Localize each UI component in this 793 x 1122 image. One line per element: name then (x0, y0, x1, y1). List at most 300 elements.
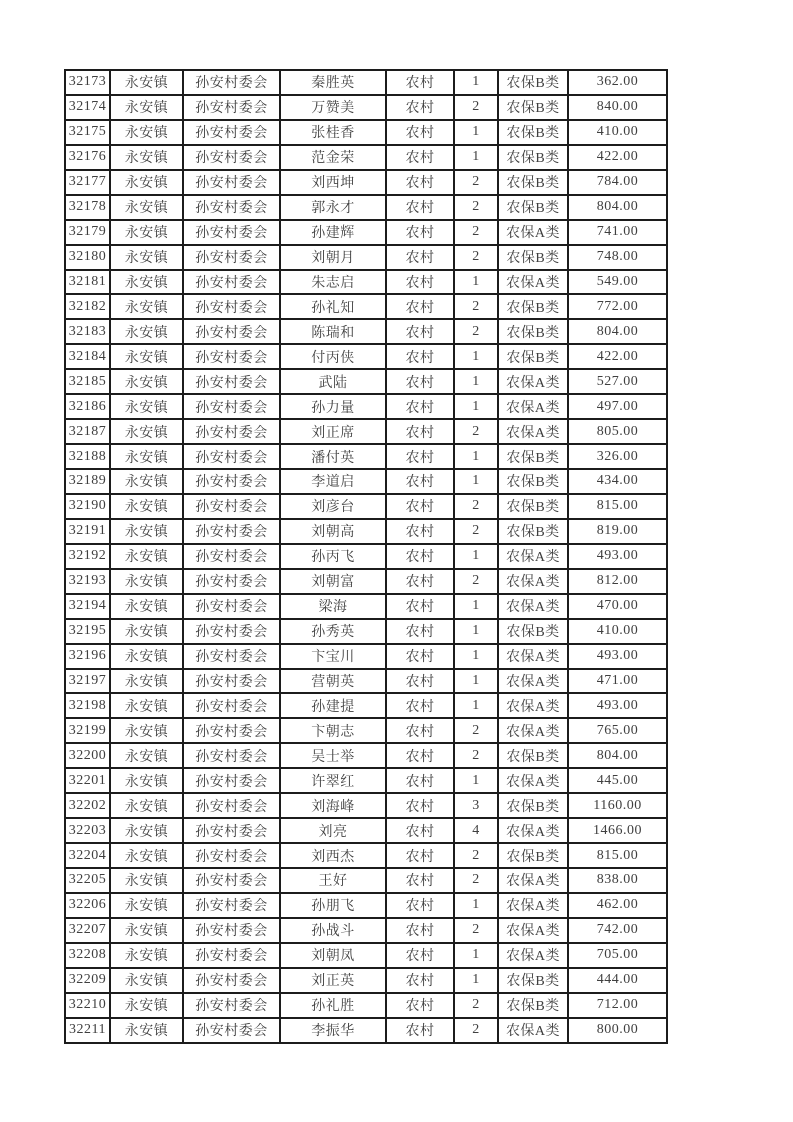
town-cell: 永安镇 (110, 843, 183, 868)
insurance-category-cell: 农保B类 (498, 843, 568, 868)
person-count-cell: 2 (454, 319, 498, 344)
table-row (65, 1018, 667, 1043)
town-cell: 永安镇 (110, 594, 183, 619)
person-count-cell: 2 (454, 1018, 498, 1043)
person-count-cell: 1 (454, 619, 498, 644)
insurance-category-cell: 农保B类 (498, 245, 568, 270)
person-count-cell: 1 (454, 644, 498, 669)
person-count-cell: 2 (454, 170, 498, 195)
village-committee-cell: 孙安村委会 (183, 968, 280, 993)
insurance-category-cell: 农保B类 (498, 294, 568, 319)
person-count-cell: 2 (454, 569, 498, 594)
table-row (65, 693, 667, 718)
residence-type-cell: 农村 (386, 120, 454, 145)
person-count-cell: 1 (454, 145, 498, 170)
town-cell: 永安镇 (110, 70, 183, 95)
person-name-cell: 孙建辉 (280, 220, 386, 245)
person-name-cell: 卞朝志 (280, 718, 386, 743)
amount-cell: 741.00 (568, 220, 667, 245)
serial-number-cell: 32195 (65, 619, 110, 644)
table-row (65, 893, 667, 918)
village-committee-cell: 孙安村委会 (183, 669, 280, 694)
residence-type-cell: 农村 (386, 768, 454, 793)
person-count-cell: 2 (454, 95, 498, 120)
village-committee-cell: 孙安村委会 (183, 793, 280, 818)
insurance-category-cell: 农保B类 (498, 619, 568, 644)
village-committee-cell: 孙安村委会 (183, 394, 280, 419)
table-row (65, 469, 667, 494)
amount-cell: 840.00 (568, 95, 667, 120)
insurance-category-cell: 农保A类 (498, 369, 568, 394)
person-count-cell: 2 (454, 245, 498, 270)
residence-type-cell: 农村 (386, 294, 454, 319)
town-cell: 永安镇 (110, 644, 183, 669)
person-name-cell: 刘朝月 (280, 245, 386, 270)
residence-type-cell: 农村 (386, 569, 454, 594)
serial-number-cell: 32201 (65, 768, 110, 793)
amount-cell: 410.00 (568, 120, 667, 145)
amount-cell: 362.00 (568, 70, 667, 95)
person-count-cell: 2 (454, 743, 498, 768)
table-row (65, 319, 667, 344)
town-cell: 永安镇 (110, 319, 183, 344)
insurance-category-cell: 农保B类 (498, 120, 568, 145)
serial-number-cell: 32176 (65, 145, 110, 170)
insurance-category-cell: 农保B类 (498, 519, 568, 544)
person-name-cell: 王好 (280, 868, 386, 893)
person-name-cell: 孙礼知 (280, 294, 386, 319)
amount-cell: 804.00 (568, 319, 667, 344)
person-name-cell: 陈瑞和 (280, 319, 386, 344)
serial-number-cell: 32210 (65, 993, 110, 1018)
village-committee-cell: 孙安村委会 (183, 918, 280, 943)
table-row (65, 494, 667, 519)
village-committee-cell: 孙安村委会 (183, 195, 280, 220)
town-cell: 永安镇 (110, 419, 183, 444)
village-committee-cell: 孙安村委会 (183, 494, 280, 519)
serial-number-cell: 32188 (65, 444, 110, 469)
residence-type-cell: 农村 (386, 319, 454, 344)
serial-number-cell: 32185 (65, 369, 110, 394)
person-name-cell: 刘亮 (280, 818, 386, 843)
amount-cell: 765.00 (568, 718, 667, 743)
village-committee-cell: 孙安村委会 (183, 594, 280, 619)
serial-number-cell: 32191 (65, 519, 110, 544)
person-name-cell: 张桂香 (280, 120, 386, 145)
serial-number-cell: 32181 (65, 270, 110, 295)
town-cell: 永安镇 (110, 918, 183, 943)
village-committee-cell: 孙安村委会 (183, 868, 280, 893)
serial-number-cell: 32189 (65, 469, 110, 494)
table-body (65, 70, 667, 1043)
residence-type-cell: 农村 (386, 743, 454, 768)
person-name-cell: 万赞美 (280, 95, 386, 120)
town-cell: 永安镇 (110, 344, 183, 369)
table-row (65, 669, 667, 694)
serial-number-cell: 32187 (65, 419, 110, 444)
person-name-cell: 梁海 (280, 594, 386, 619)
serial-number-cell: 32184 (65, 344, 110, 369)
amount-cell: 1466.00 (568, 818, 667, 843)
insurance-category-cell: 农保A类 (498, 693, 568, 718)
insurance-category-cell: 农保A类 (498, 768, 568, 793)
insurance-category-cell: 农保A类 (498, 644, 568, 669)
person-name-cell: 吴士举 (280, 743, 386, 768)
town-cell: 永安镇 (110, 369, 183, 394)
person-name-cell: 刘彦台 (280, 494, 386, 519)
village-committee-cell: 孙安村委会 (183, 843, 280, 868)
amount-cell: 819.00 (568, 519, 667, 544)
residence-type-cell: 农村 (386, 344, 454, 369)
person-name-cell: 武陆 (280, 369, 386, 394)
village-committee-cell: 孙安村委会 (183, 70, 280, 95)
person-name-cell: 刘海峰 (280, 793, 386, 818)
serial-number-cell: 32193 (65, 569, 110, 594)
person-count-cell: 1 (454, 594, 498, 619)
town-cell: 永安镇 (110, 394, 183, 419)
insurance-category-cell: 农保B类 (498, 993, 568, 1018)
table-row (65, 245, 667, 270)
person-name-cell: 付丙侠 (280, 344, 386, 369)
town-cell: 永安镇 (110, 544, 183, 569)
person-count-cell: 2 (454, 993, 498, 1018)
insurance-category-cell: 农保A类 (498, 569, 568, 594)
person-name-cell: 孙礼胜 (280, 993, 386, 1018)
person-name-cell: 朱志启 (280, 270, 386, 295)
person-count-cell: 1 (454, 70, 498, 95)
amount-cell: 493.00 (568, 693, 667, 718)
person-name-cell: 郭永才 (280, 195, 386, 220)
serial-number-cell: 32202 (65, 793, 110, 818)
amount-cell: 422.00 (568, 344, 667, 369)
residence-type-cell: 农村 (386, 70, 454, 95)
person-name-cell: 卞宝川 (280, 644, 386, 669)
table-row (65, 768, 667, 793)
person-count-cell: 2 (454, 294, 498, 319)
insurance-category-cell: 农保B类 (498, 145, 568, 170)
village-committee-cell: 孙安村委会 (183, 220, 280, 245)
village-committee-cell: 孙安村委会 (183, 469, 280, 494)
town-cell: 永安镇 (110, 868, 183, 893)
amount-cell: 527.00 (568, 369, 667, 394)
person-name-cell: 刘朝高 (280, 519, 386, 544)
serial-number-cell: 32196 (65, 644, 110, 669)
village-committee-cell: 孙安村委会 (183, 270, 280, 295)
town-cell: 永安镇 (110, 270, 183, 295)
serial-number-cell: 32190 (65, 494, 110, 519)
insurance-category-cell: 农保A类 (498, 419, 568, 444)
table-row (65, 843, 667, 868)
town-cell: 永安镇 (110, 693, 183, 718)
amount-cell: 462.00 (568, 893, 667, 918)
amount-cell: 497.00 (568, 394, 667, 419)
person-count-cell: 2 (454, 519, 498, 544)
table-row (65, 918, 667, 943)
insurance-category-cell: 农保A类 (498, 818, 568, 843)
amount-cell: 815.00 (568, 843, 667, 868)
residence-type-cell: 农村 (386, 619, 454, 644)
residence-type-cell: 农村 (386, 245, 454, 270)
residence-type-cell: 农村 (386, 893, 454, 918)
insurance-category-cell: 农保B类 (498, 170, 568, 195)
person-count-cell: 2 (454, 718, 498, 743)
residence-type-cell: 农村 (386, 195, 454, 220)
town-cell: 永安镇 (110, 245, 183, 270)
insurance-category-cell: 农保A类 (498, 220, 568, 245)
insurance-category-cell: 农保B类 (498, 494, 568, 519)
person-name-cell: 李道启 (280, 469, 386, 494)
person-count-cell: 1 (454, 469, 498, 494)
town-cell: 永安镇 (110, 294, 183, 319)
town-cell: 永安镇 (110, 170, 183, 195)
residence-type-cell: 农村 (386, 868, 454, 893)
person-name-cell: 潘付英 (280, 444, 386, 469)
serial-number-cell: 32186 (65, 394, 110, 419)
amount-cell: 772.00 (568, 294, 667, 319)
person-count-cell: 1 (454, 943, 498, 968)
town-cell: 永安镇 (110, 893, 183, 918)
town-cell: 永安镇 (110, 120, 183, 145)
residence-type-cell: 农村 (386, 943, 454, 968)
person-name-cell: 刘朝凤 (280, 943, 386, 968)
town-cell: 永安镇 (110, 519, 183, 544)
serial-number-cell: 32194 (65, 594, 110, 619)
table-row (65, 544, 667, 569)
serial-number-cell: 32177 (65, 170, 110, 195)
person-count-cell: 1 (454, 394, 498, 419)
residence-type-cell: 农村 (386, 669, 454, 694)
amount-cell: 471.00 (568, 669, 667, 694)
person-name-cell: 李振华 (280, 1018, 386, 1043)
amount-cell: 410.00 (568, 619, 667, 644)
town-cell: 永安镇 (110, 993, 183, 1018)
residence-type-cell: 农村 (386, 419, 454, 444)
residence-type-cell: 农村 (386, 993, 454, 1018)
amount-cell: 493.00 (568, 544, 667, 569)
person-name-cell: 刘西杰 (280, 843, 386, 868)
table-row (65, 145, 667, 170)
insurance-category-cell: 农保B类 (498, 968, 568, 993)
amount-cell: 445.00 (568, 768, 667, 793)
town-cell: 永安镇 (110, 444, 183, 469)
insurance-category-cell: 农保A类 (498, 893, 568, 918)
insurance-category-cell: 农保A类 (498, 544, 568, 569)
table-row (65, 793, 667, 818)
serial-number-cell: 32209 (65, 968, 110, 993)
person-count-cell: 1 (454, 669, 498, 694)
village-committee-cell: 孙安村委会 (183, 818, 280, 843)
person-name-cell: 孙丙飞 (280, 544, 386, 569)
insurance-category-cell: 农保A类 (498, 669, 568, 694)
village-committee-cell: 孙安村委会 (183, 693, 280, 718)
amount-cell: 1160.00 (568, 793, 667, 818)
serial-number-cell: 32207 (65, 918, 110, 943)
person-name-cell: 孙秀英 (280, 619, 386, 644)
table-row (65, 644, 667, 669)
table-row (65, 369, 667, 394)
serial-number-cell: 32208 (65, 943, 110, 968)
person-name-cell: 孙建提 (280, 693, 386, 718)
town-cell: 永安镇 (110, 494, 183, 519)
person-name-cell: 刘西坤 (280, 170, 386, 195)
residence-type-cell: 农村 (386, 394, 454, 419)
table-row (65, 70, 667, 95)
village-committee-cell: 孙安村委会 (183, 893, 280, 918)
residence-type-cell: 农村 (386, 170, 454, 195)
person-name-cell: 营朝英 (280, 669, 386, 694)
amount-cell: 812.00 (568, 569, 667, 594)
table-row (65, 419, 667, 444)
village-committee-cell: 孙安村委会 (183, 419, 280, 444)
village-committee-cell: 孙安村委会 (183, 245, 280, 270)
amount-cell: 784.00 (568, 170, 667, 195)
residence-type-cell: 农村 (386, 793, 454, 818)
insurance-category-cell: 农保B类 (498, 95, 568, 120)
amount-cell: 804.00 (568, 743, 667, 768)
town-cell: 永安镇 (110, 1018, 183, 1043)
table-row (65, 968, 667, 993)
insurance-category-cell: 农保A类 (498, 868, 568, 893)
person-count-cell: 2 (454, 918, 498, 943)
serial-number-cell: 32173 (65, 70, 110, 95)
insurance-category-cell: 农保B类 (498, 344, 568, 369)
residence-type-cell: 农村 (386, 843, 454, 868)
insurance-category-cell: 农保B类 (498, 469, 568, 494)
person-name-cell: 刘朝富 (280, 569, 386, 594)
residence-type-cell: 农村 (386, 469, 454, 494)
village-committee-cell: 孙安村委会 (183, 768, 280, 793)
residence-type-cell: 农村 (386, 693, 454, 718)
amount-cell: 422.00 (568, 145, 667, 170)
serial-number-cell: 32192 (65, 544, 110, 569)
residence-type-cell: 农村 (386, 494, 454, 519)
person-count-cell: 4 (454, 818, 498, 843)
table-row (65, 943, 667, 968)
insurance-category-cell: 农保A类 (498, 270, 568, 295)
person-name-cell: 孙力量 (280, 394, 386, 419)
person-count-cell: 2 (454, 220, 498, 245)
residence-type-cell: 农村 (386, 1018, 454, 1043)
insurance-category-cell: 农保A类 (498, 1018, 568, 1043)
serial-number-cell: 32199 (65, 718, 110, 743)
village-committee-cell: 孙安村委会 (183, 294, 280, 319)
town-cell: 永安镇 (110, 569, 183, 594)
table-row (65, 344, 667, 369)
residence-type-cell: 农村 (386, 270, 454, 295)
person-count-cell: 2 (454, 868, 498, 893)
person-count-cell: 2 (454, 419, 498, 444)
residence-type-cell: 农村 (386, 718, 454, 743)
residence-type-cell: 农村 (386, 818, 454, 843)
person-count-cell: 1 (454, 693, 498, 718)
serial-number-cell: 32203 (65, 818, 110, 843)
village-committee-cell: 孙安村委会 (183, 95, 280, 120)
town-cell: 永安镇 (110, 619, 183, 644)
table-row (65, 818, 667, 843)
town-cell: 永安镇 (110, 718, 183, 743)
serial-number-cell: 32200 (65, 743, 110, 768)
residence-type-cell: 农村 (386, 145, 454, 170)
insurance-category-cell: 农保B类 (498, 793, 568, 818)
person-name-cell: 刘正席 (280, 419, 386, 444)
serial-number-cell: 32179 (65, 220, 110, 245)
table-row (65, 743, 667, 768)
insurance-category-cell: 农保A类 (498, 718, 568, 743)
amount-cell: 742.00 (568, 918, 667, 943)
insurance-category-cell: 农保A类 (498, 943, 568, 968)
amount-cell: 712.00 (568, 993, 667, 1018)
person-count-cell: 1 (454, 344, 498, 369)
table-row (65, 569, 667, 594)
town-cell: 永安镇 (110, 943, 183, 968)
residence-type-cell: 农村 (386, 968, 454, 993)
person-name-cell: 孙朋飞 (280, 893, 386, 918)
village-committee-cell: 孙安村委会 (183, 444, 280, 469)
person-count-cell: 1 (454, 968, 498, 993)
serial-number-cell: 32174 (65, 95, 110, 120)
serial-number-cell: 32206 (65, 893, 110, 918)
amount-cell: 470.00 (568, 594, 667, 619)
person-count-cell: 1 (454, 120, 498, 145)
pension-payment-table (64, 69, 668, 1044)
village-committee-cell: 孙安村委会 (183, 718, 280, 743)
table-row (65, 95, 667, 120)
town-cell: 永安镇 (110, 968, 183, 993)
amount-cell: 434.00 (568, 469, 667, 494)
insurance-category-cell: 农保B类 (498, 319, 568, 344)
village-committee-cell: 孙安村委会 (183, 993, 280, 1018)
table-row (65, 120, 667, 145)
person-count-cell: 2 (454, 195, 498, 220)
person-count-cell: 1 (454, 270, 498, 295)
table-row (65, 519, 667, 544)
person-name-cell: 刘正英 (280, 968, 386, 993)
residence-type-cell: 农村 (386, 918, 454, 943)
serial-number-cell: 32204 (65, 843, 110, 868)
amount-cell: 838.00 (568, 868, 667, 893)
amount-cell: 748.00 (568, 245, 667, 270)
table-row (65, 868, 667, 893)
amount-cell: 804.00 (568, 195, 667, 220)
table-row (65, 594, 667, 619)
insurance-category-cell: 农保B类 (498, 195, 568, 220)
person-count-cell: 1 (454, 768, 498, 793)
residence-type-cell: 农村 (386, 644, 454, 669)
table-row (65, 619, 667, 644)
town-cell: 永安镇 (110, 145, 183, 170)
village-committee-cell: 孙安村委会 (183, 943, 280, 968)
residence-type-cell: 农村 (386, 519, 454, 544)
village-committee-cell: 孙安村委会 (183, 344, 280, 369)
town-cell: 永安镇 (110, 220, 183, 245)
serial-number-cell: 32175 (65, 120, 110, 145)
village-committee-cell: 孙安村委会 (183, 120, 280, 145)
residence-type-cell: 农村 (386, 444, 454, 469)
insurance-category-cell: 农保B类 (498, 70, 568, 95)
serial-number-cell: 32205 (65, 868, 110, 893)
insurance-category-cell: 农保A类 (498, 394, 568, 419)
residence-type-cell: 农村 (386, 594, 454, 619)
village-committee-cell: 孙安村委会 (183, 544, 280, 569)
town-cell: 永安镇 (110, 195, 183, 220)
serial-number-cell: 32178 (65, 195, 110, 220)
amount-cell: 549.00 (568, 270, 667, 295)
village-committee-cell: 孙安村委会 (183, 743, 280, 768)
town-cell: 永安镇 (110, 469, 183, 494)
village-committee-cell: 孙安村委会 (183, 319, 280, 344)
table-row (65, 270, 667, 295)
serial-number-cell: 32197 (65, 669, 110, 694)
